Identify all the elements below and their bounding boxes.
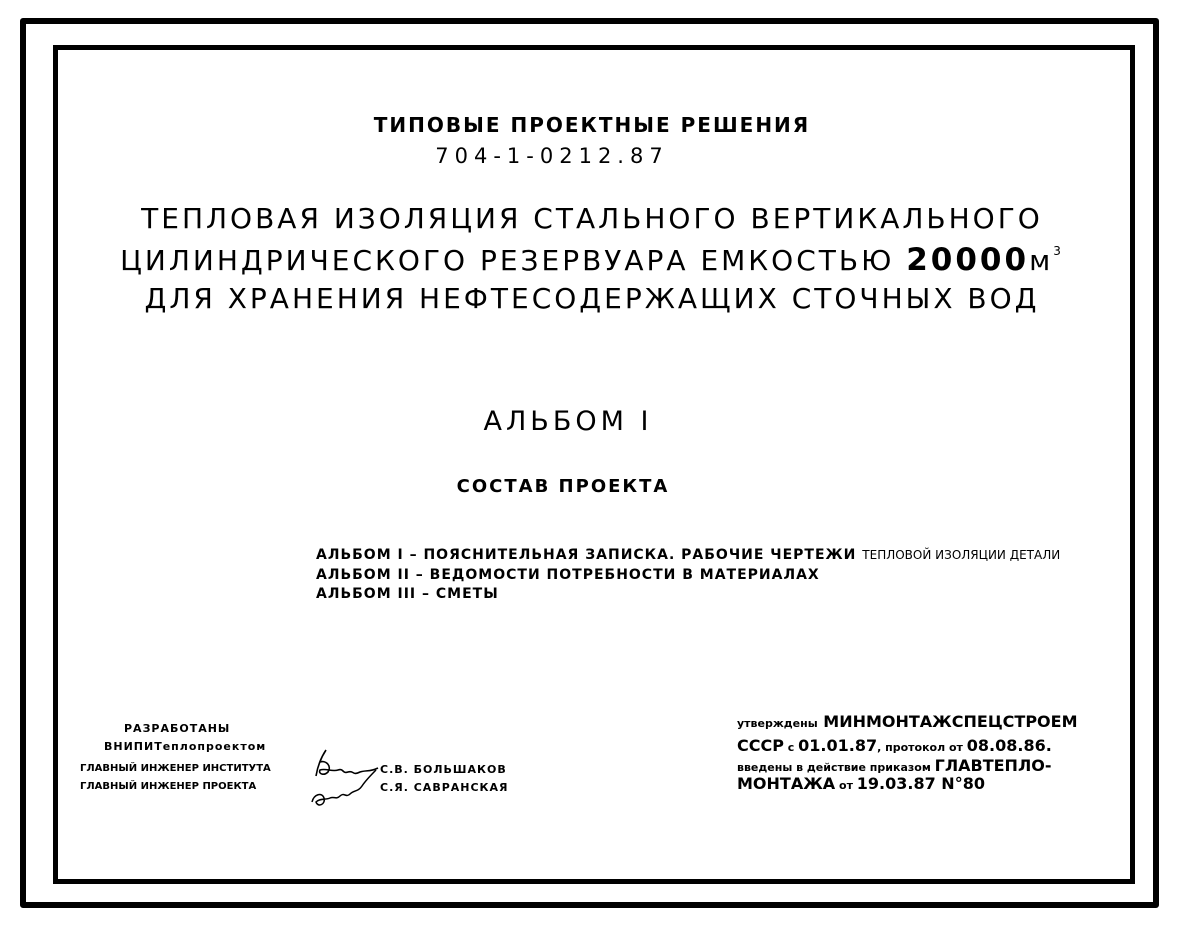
composition-item-note: ТЕПЛОВОЙ ИЗОЛЯЦИИ ДЕТАЛИ xyxy=(862,548,1061,562)
approval-country: СССР xyxy=(737,736,784,755)
developer-label: РАЗРАБОТАНЫ xyxy=(124,722,231,735)
composition-item: АЛЬБОМ III – СМЕТЫ xyxy=(316,586,499,602)
approval-line-4 xyxy=(737,776,985,792)
enacted-label: введены в действие приказом xyxy=(737,761,935,774)
enacted-org: ГЛАВТЕПЛО- xyxy=(934,756,1052,775)
series-title: ТИПОВЫЕ ПРОЕКТНЫЕ РЕШЕНИЯ xyxy=(373,113,811,137)
approved-by: МИНМОНТАЖСПЕЦСТРОЕМ xyxy=(823,712,1078,731)
approval-line-3 xyxy=(737,758,1051,774)
capacity-unit-power: 3 xyxy=(1053,244,1064,258)
order-from: от xyxy=(835,779,857,792)
composition-heading: СОСТАВ ПРОЕКТА xyxy=(456,476,670,497)
protocol-date: 08.08.86. xyxy=(966,736,1052,755)
album-title: АЛЬБОМ I xyxy=(483,406,653,437)
approval-date: 01.01.87 xyxy=(798,736,878,755)
title-line-2-text: ЦИЛИНДРИЧЕСКОГО РЕЗЕРВУАРА ЕМКОСТЬЮ xyxy=(120,244,907,277)
signatures xyxy=(308,742,384,814)
approval-line-1 xyxy=(737,714,1078,730)
developer-org: ВНИПИТеплопроектом xyxy=(104,740,267,753)
role-title: ГЛАВНЫЙ ИНЖЕНЕР ИНСТИТУТА xyxy=(80,763,271,774)
approved-label: утверждены xyxy=(737,717,818,730)
title-line-2 xyxy=(0,242,1184,278)
role-title: ГЛАВНЫЙ ИНЖЕНЕР ПРОЕКТА xyxy=(80,781,257,792)
composition-item-text: АЛЬБОМ I – ПОЯСНИТЕЛЬНАЯ ЗАПИСКА. РАБОЧИЕ ЧЕРТЕЖИ xyxy=(316,547,857,563)
order-number: N°80 xyxy=(935,774,985,793)
approval-line-2 xyxy=(737,738,1052,754)
approval-protocol-label: , протокол от xyxy=(877,741,967,754)
order-date: 19.03.87 xyxy=(856,774,936,793)
composition-item xyxy=(316,548,1060,562)
capacity-unit: м xyxy=(1029,244,1054,277)
person-name: С.Я. САВРАНСКАЯ xyxy=(380,781,509,794)
approval-from: с xyxy=(783,741,799,754)
series-code: 704-1-0212.87 xyxy=(435,144,669,168)
capacity-value: 20000 xyxy=(906,242,1030,278)
title-line-3: ДЛЯ ХРАНЕНИЯ НЕФТЕСОДЕРЖАЩИХ СТОЧНЫХ ВОД xyxy=(144,282,1040,315)
enacted-org-cont: МОНТАЖА xyxy=(737,774,836,793)
person-name: С.В. БОЛЬШАКОВ xyxy=(380,763,507,776)
composition-item: АЛЬБОМ II – ВЕДОМОСТИ ПОТРЕБНОСТИ В МАТЕРИАЛАХ xyxy=(316,567,820,583)
title-line-1: ТЕПЛОВАЯ ИЗОЛЯЦИЯ СТАЛЬНОГО ВЕРТИКАЛЬНОГО xyxy=(141,202,1043,235)
